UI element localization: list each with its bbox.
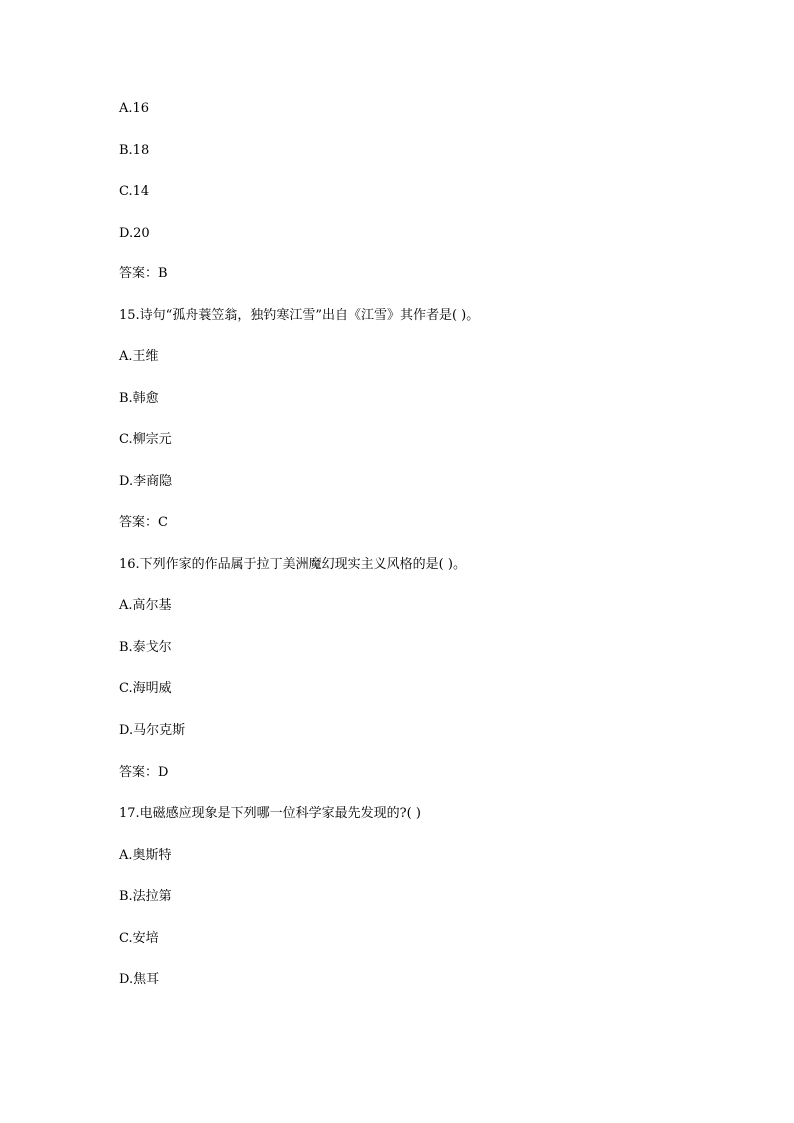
question-15: 15.诗句“孤舟蓑笠翁，独钓寒江雪”出自《江雪》其作者是( )。 bbox=[119, 308, 480, 323]
q17-option-c: C.安培 bbox=[119, 931, 159, 946]
question-16: 16.下列作家的作品属于拉丁美洲魔幻现实主义风格的是( )。 bbox=[119, 557, 466, 572]
q16-option-b: B.泰戈尔 bbox=[119, 640, 172, 655]
q14-answer: 答案：B bbox=[119, 266, 168, 281]
q15-answer: 答案：C bbox=[119, 515, 168, 530]
q17-option-b: B.法拉第 bbox=[119, 889, 172, 904]
q16-answer: 答案：D bbox=[119, 765, 169, 780]
q16-option-a: A.高尔基 bbox=[119, 598, 172, 613]
q17-option-d: D.焦耳 bbox=[119, 972, 160, 987]
q14-option-b: B.18 bbox=[119, 143, 150, 158]
q14-option-d: D.20 bbox=[119, 226, 150, 241]
q16-option-c: C.海明威 bbox=[119, 681, 172, 696]
q17-option-a: A.奥斯特 bbox=[119, 848, 172, 863]
q15-option-c: C.柳宗元 bbox=[119, 432, 172, 447]
q15-option-d: D.李商隐 bbox=[119, 474, 173, 489]
question-17: 17.电磁感应现象是下列哪一位科学家最先发现的?( ) bbox=[119, 806, 421, 821]
q16-option-d: D.马尔克斯 bbox=[119, 723, 186, 738]
q15-option-a: A.王维 bbox=[119, 349, 159, 364]
q14-option-c: C.14 bbox=[119, 184, 150, 199]
q14-option-a: A.16 bbox=[119, 101, 150, 116]
q15-option-b: B.韩愈 bbox=[119, 391, 159, 406]
